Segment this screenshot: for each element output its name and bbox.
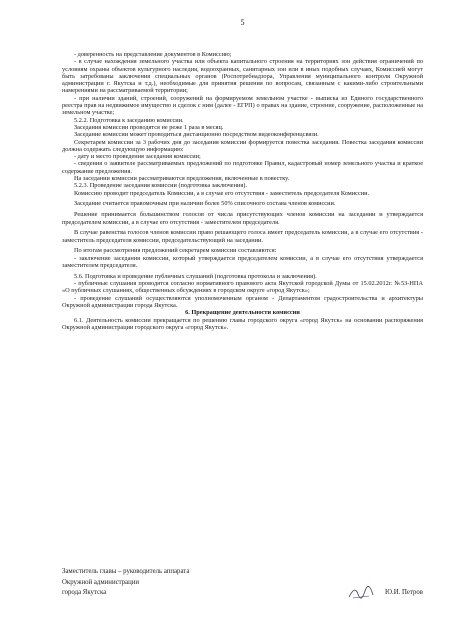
paragraph: - доверенность на представление документов в Комиссию; (74, 51, 232, 58)
paragraph: - при наличии зданий, строений, сооружений на формируемом земельном участке - выписка из Единого государственного реестра прав на недвижимое имущество и сделок с ним (далее - ЕГРП) о правах на здание, строение, сооружение, расположенные на земельном участке; (62, 94, 423, 117)
signer-city: города Якутска (62, 589, 107, 596)
section-title: 6. Прекращение деятельности комиссии (185, 309, 300, 317)
paragraph: - дату и место проведения заседания комиссии; (74, 153, 201, 161)
page-number: 5 (240, 18, 245, 27)
signature-block (62, 567, 423, 599)
paragraph: Заседание считается правомочным при наличии более 50% списочного состава членов комиссии. (74, 200, 336, 208)
paragraph: В случае равенства голосов членов комиссии право решающего голоса имеет председатель комиссии, а в случае его отсутствия - заместитель председателя комиссии, председательствующий на заседании. (62, 229, 423, 244)
paragraph: - сведения о заявителе рассматриваемых предложений по подготовке Правил, кадастровый номер земельного участка и краткое содержание предложения. (62, 160, 423, 175)
paragraph: - публичные слушания проводятся согласно нормативного правового акта Якутской городской Думы от 15.02.2012г. №53-НПА «О публичных слушаниях, общественных обсуждениях в городском округе «город Якутск»; (62, 280, 423, 295)
paragraph: - в случае нахождения земельного участка или объекта капитального строения на территориях зон действия ограничений по условиям охраны объектов культурного наследия, водоохранных, санитарных зон или в иных подобных случаях, Комиссией могут быть затребованы заключения специальных органов (Роспотребнадзора, Управления муниципального контроля Окружной администрации г. Якутска и т.д.), необходимые для принятия решения по вопросам, связанным с какими-либо строительными намерениями на рассматриваемой территории; (62, 58, 423, 95)
signer-organization: Окружной администрации (62, 578, 139, 586)
paragraph: - заключение заседания комиссии, который утверждается председателем комиссии, а в случае его отсутствия утверждается заместителем председателя. (62, 254, 423, 270)
document-body (62, 51, 423, 331)
paragraph: 5.2.3. Проведение заседания комиссии (подготовка заключения). (74, 182, 247, 190)
paragraph: Решение принимается большинством голосов от числа присутствующих членов комиссии на заседании и утверждается председателем комиссии, а в случае его отсутствия - заместителем председателя. (62, 211, 423, 226)
paragraph: 5.2.2. Подготовка к заседанию комиссии. (74, 116, 184, 124)
paragraph: По итогам рассмотрения предложений секретарем комиссии составляются: (74, 247, 277, 255)
paragraph: Комиссию проводит председатель Комиссии, а в случае его отсутствия - заместитель председателя Комиссии. (74, 189, 370, 197)
paragraph: 5.6. Подготовка и проведение публичных слушаний (подготовка протокола и заключения). (74, 272, 317, 280)
handwritten-signature (347, 585, 375, 601)
paragraph: Секретарем комиссии за 3 рабочих дня до заседания комиссии формируется повестка заседания. Повестка заседания комиссии должна содержать следующую информацию: (62, 138, 423, 153)
signer-position: Заместитель главы – руководитель аппарата (62, 568, 190, 575)
signer-name: Ю.И. Петров (385, 589, 423, 596)
paragraph: На заседании комиссии рассматриваются предложения, включенные в повестку. (74, 175, 290, 183)
paragraph: Заседание комиссии может проводиться дистанционно посредством видеоконференцсвязи. (74, 131, 319, 139)
paragraph: - проведение слушаний осуществляются уполномоченным органом - Департаментом градостроительства и архитектуры Окружной администрации города Якутска. (62, 294, 423, 309)
paragraph: Заседания комиссии проводятся не реже 1 раза в месяц. (74, 123, 224, 131)
paragraph: 6.1. Деятельность комиссии прекращается по решению главы городского округа «город Якутск» на основании распоряжения Окружной администрации городского округа «город Якутск». (62, 316, 423, 331)
